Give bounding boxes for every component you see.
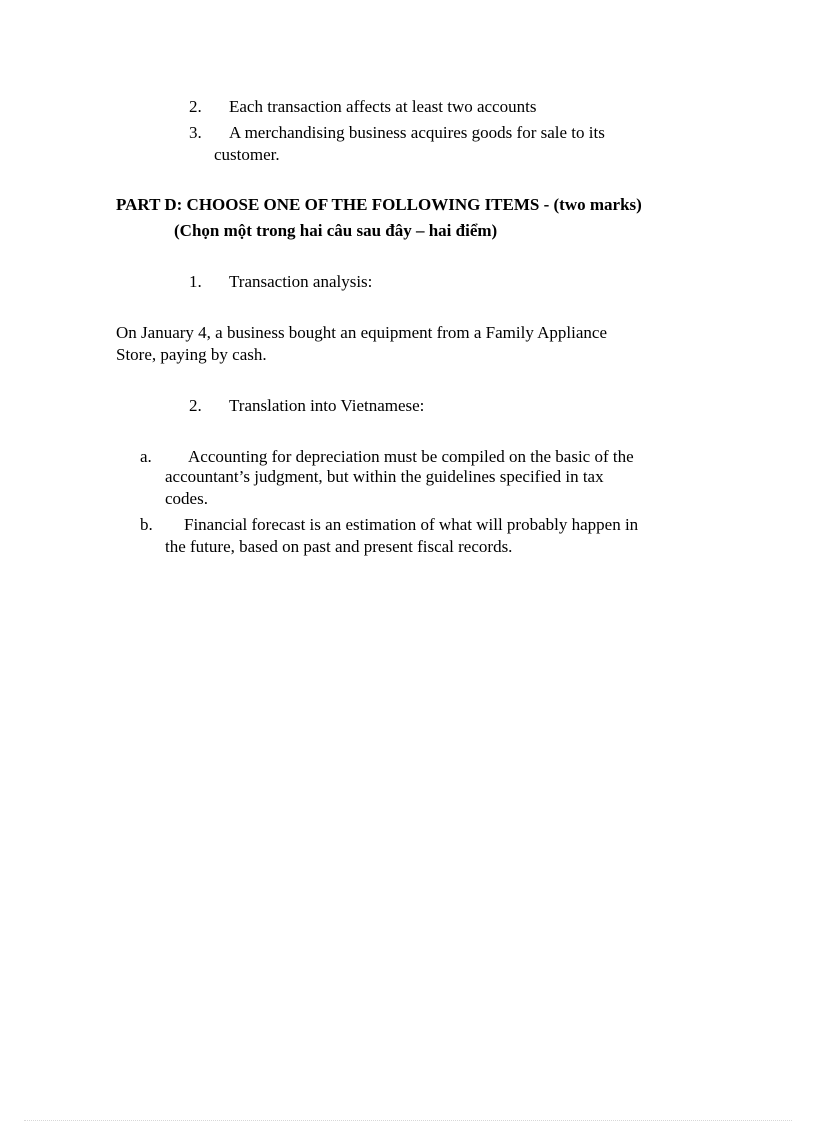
item-body-line: On January 4, a business bought an equipment from a Family Appliance <box>116 323 608 342</box>
sub-item-text-continued: the future, based on past and present fiscal records. <box>165 537 513 556</box>
list-item-text-continued: customer. <box>214 145 280 164</box>
sub-item-text: Financial forecast is an estimation of what will probably happen in <box>184 515 639 534</box>
list-item-text: A merchandising business acquires goods for sale to its <box>229 123 605 142</box>
sub-item-text: Accounting for depreciation must be compiled on the basic of the <box>188 447 634 466</box>
sub-item-letter: b. <box>140 515 153 534</box>
item-label: Translation into Vietnamese: <box>229 396 425 415</box>
item-number: 1. <box>189 272 202 291</box>
list-item-number: 2. <box>189 97 202 116</box>
item-body-line: Store, paying by cash. <box>116 345 267 364</box>
item-number: 2. <box>189 396 202 415</box>
part-d-heading: PART D: CHOOSE ONE OF THE FOLLOWING ITEMS - (two marks) <box>116 195 642 214</box>
part-d-subheading: (Chọn một trong hai câu sau đây – hai điểm) <box>174 221 498 240</box>
sub-item-letter: a. <box>140 447 152 466</box>
sub-item-text-continued: accountant’s judgment, but within the guidelines specified in tax <box>165 467 604 486</box>
item-label: Transaction analysis: <box>229 272 373 291</box>
sub-item-text-continued: codes. <box>165 489 208 508</box>
list-item-number: 3. <box>189 123 202 142</box>
page-bottom-divider <box>24 1120 792 1121</box>
list-item-text: Each transaction affects at least two accounts <box>229 97 537 116</box>
